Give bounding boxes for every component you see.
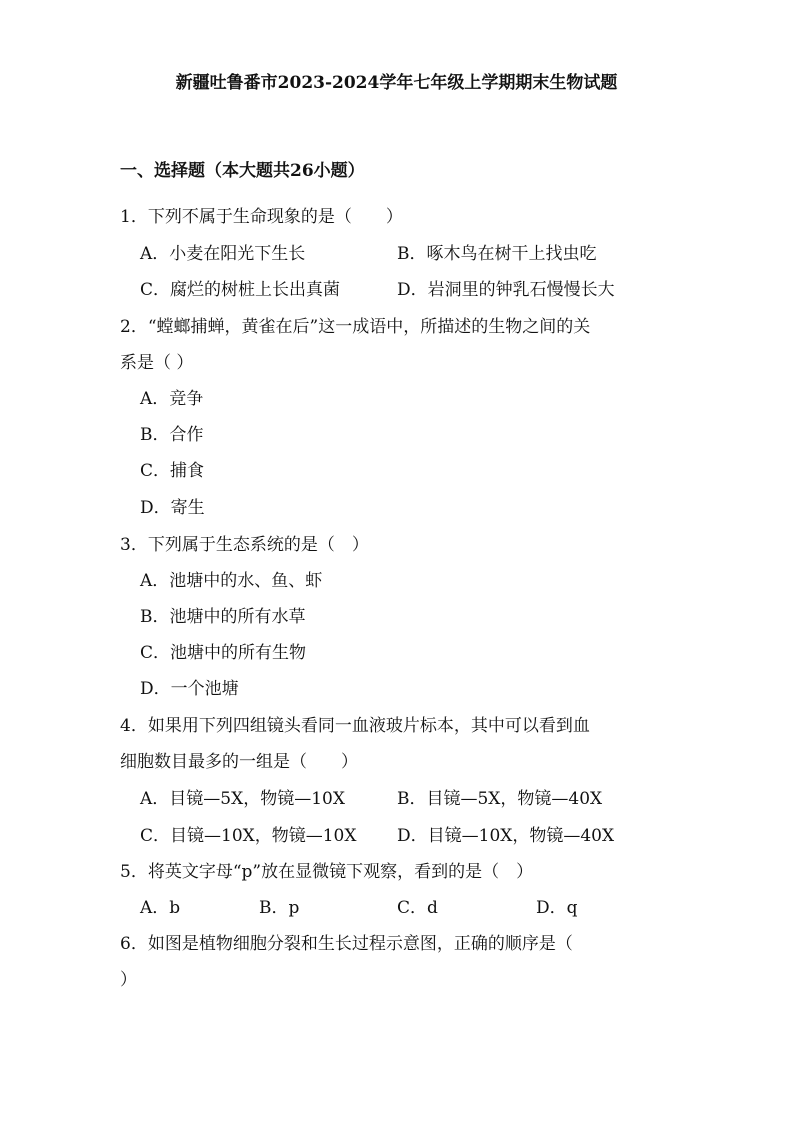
question-5-stem: 5．将英文字母“p”放在显微镜下观察，看到的是（ ）	[120, 862, 534, 882]
question-4-option-b: B．目镜—5X，物镜—40X	[397, 789, 603, 809]
question-4-option-a: A．目镜—5X，物镜—10X	[140, 789, 345, 809]
question-2-option-c: C．捕食	[140, 461, 205, 481]
question-3-stem: 3．下列属于生态系统的是（ ）	[120, 535, 369, 555]
question-1-option-b: B．啄木鸟在树干上找虫吃	[397, 244, 597, 264]
question-5-option-d: D．q	[536, 898, 578, 918]
question-5-option-a: A．b	[140, 898, 181, 918]
question-1-option-d: D．岩洞里的钟乳石慢慢长大	[397, 280, 615, 300]
question-2-option-a: A．竞争	[140, 389, 204, 409]
question-4-stem-continued: 细胞数目最多的一组是（ ）	[120, 752, 358, 772]
question-2-option-b: B．合作	[140, 425, 204, 445]
question-5-option-b: B．p	[259, 898, 300, 918]
question-2-option-d: D．寄生	[140, 498, 205, 518]
question-3-option-a: A．池塘中的水、鱼、虾	[140, 571, 323, 591]
question-4-option-c: C．目镜—10X，物镜—10X	[140, 826, 357, 846]
question-4-stem: 4．如果用下列四组镜头看同一血液玻片标本，其中可以看到血	[120, 716, 590, 736]
document-title: 新疆吐鲁番市2023-2024学年七年级上学期期末生物试题	[175, 73, 618, 93]
question-1-option-a: A．小麦在阳光下生长	[140, 244, 306, 264]
question-5-option-c: C．d	[397, 898, 438, 918]
question-3-option-d: D．一个池塘	[140, 679, 239, 699]
question-3-option-c: C．池塘中的所有生物	[140, 643, 307, 663]
question-4-option-d: D．目镜—10X，物镜—40X	[397, 826, 615, 846]
question-2-stem-continued: 系是（ ）	[120, 353, 194, 373]
section-heading: 一、选择题（本大题共26小题）	[120, 161, 365, 181]
question-1-option-c: C．腐烂的树桩上长出真菌	[140, 280, 341, 300]
question-1-stem: 1．下列不属于生命现象的是（ ）	[120, 207, 403, 227]
question-3-option-b: B．池塘中的所有水草	[140, 607, 306, 627]
question-6-stem-continued: ）	[120, 970, 137, 990]
question-2-stem: 2．“螳螂捕蝉，黄雀在后”这一成语中，所描述的生物之间的关	[120, 317, 591, 337]
question-6-stem: 6．如图是植物细胞分裂和生长过程示意图，正确的顺序是（	[120, 934, 573, 954]
